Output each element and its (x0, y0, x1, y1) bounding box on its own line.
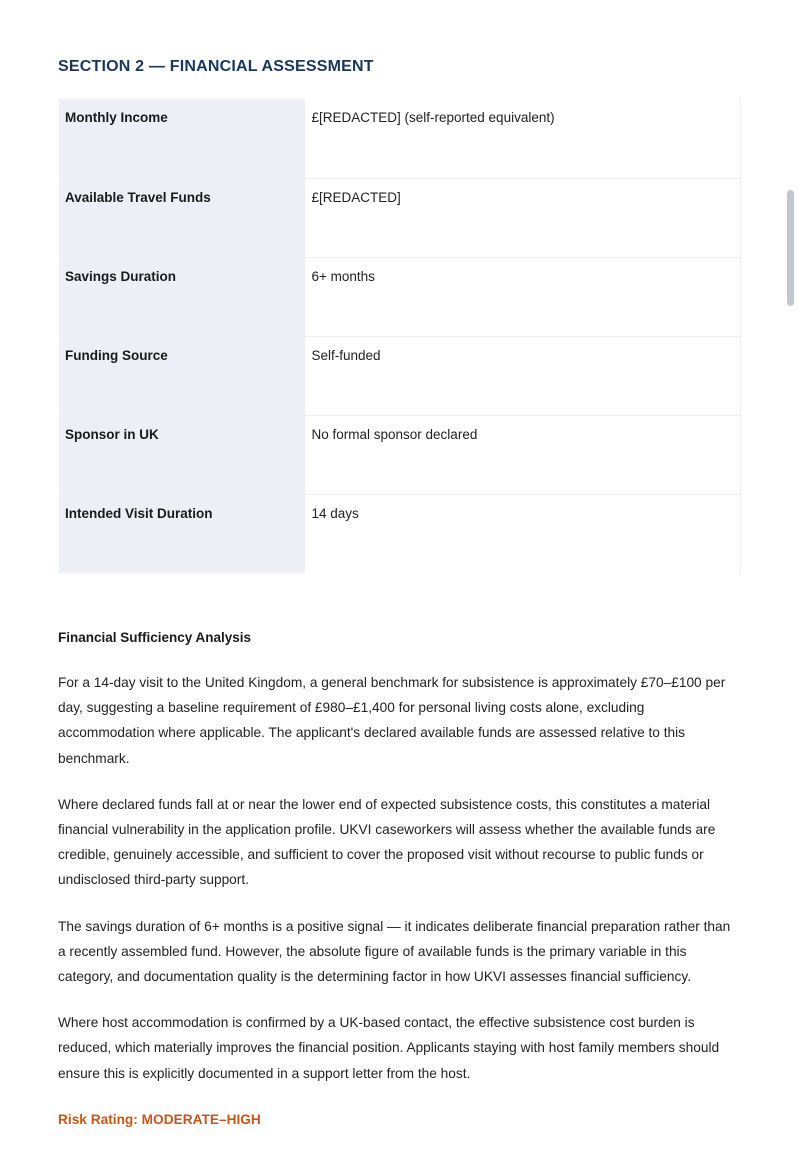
financial-sufficiency-analysis (58, 628, 740, 1132)
row-label: Savings Duration (59, 257, 305, 336)
row-label: Funding Source (59, 336, 305, 415)
row-label: Available Travel Funds (59, 178, 305, 257)
risk-rating-label: Risk Rating: MODERATE–HIGH (58, 1111, 261, 1127)
vertical-scrollbar-thumb[interactable] (787, 190, 794, 306)
table-row (59, 336, 740, 415)
row-value: Self-funded (305, 336, 740, 415)
row-value: £[REDACTED] (self-reported equivalent) (305, 99, 740, 178)
row-value: 14 days (305, 494, 740, 573)
row-label: Sponsor in UK (59, 415, 305, 494)
row-value: £[REDACTED] (305, 178, 740, 257)
vertical-scrollbar-track[interactable] (786, 0, 798, 1169)
row-label: Intended Visit Duration (59, 494, 305, 573)
analysis-paragraph: The savings duration of 6+ months is a positive signal — it indicates deliberate financial preparation rather than a recently assembled fund. However, the absolute figure of available funds is the primary variable in this category, and documentation quality is the determining factor in how UKVI assesses financial sufficiency. (58, 918, 731, 985)
analysis-paragraph: Where declared funds fall at or near the lower end of expected subsistence costs, this constitutes a material financial vulnerability in the application profile. UKVI caseworkers will assess whether the available funds are credible, genuinely accessible, and sufficient to cover the proposed visit without recourse to public funds or undisclosed third-party support. (58, 796, 716, 888)
table-row (59, 257, 740, 336)
row-value: No formal sponsor declared (305, 415, 740, 494)
analysis-heading: Financial Sufficiency Analysis (58, 630, 252, 645)
row-value: 6+ months (305, 257, 740, 336)
page-title: SECTION 2 — FINANCIAL ASSESSMENT (58, 58, 374, 75)
table-row (59, 494, 740, 573)
table-row (59, 99, 740, 178)
row-label: Monthly Income (59, 99, 305, 178)
table-row (59, 178, 740, 257)
table-body (59, 99, 740, 573)
analysis-paragraph: For a 14-day visit to the United Kingdom, a general benchmark for subsistence is approximately £70–£100 per day, suggesting a baseline requirement of £980–£1,400 for personal living costs alone, excluding accommodation where applicable. The applicant's declared available funds are assessed relative to this benchmark. (58, 675, 726, 766)
table-row (59, 415, 740, 494)
financial-assessment-table (59, 99, 741, 574)
analysis-paragraph: Where host accommodation is confirmed by a UK-based contact, the effective subsistence cost burden is reduced, which materially improves the financial position. Applicants staying with host family members should ensure this is explicitly documented in a support letter from the host. (58, 1015, 720, 1081)
